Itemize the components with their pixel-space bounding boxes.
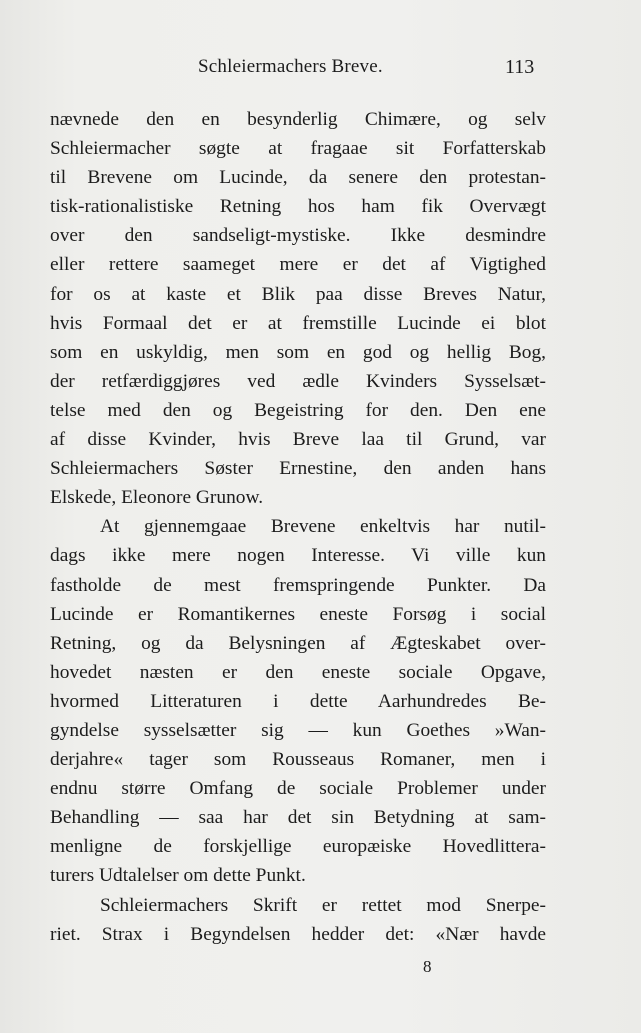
text-line: telse med den og Begeistring for den. Den ene: [50, 399, 546, 421]
text-line: Lucinde er Romantikernes eneste Forsøg i social: [50, 603, 546, 625]
paragraph-end-line: turers Udtalelser om dette Punkt.: [50, 865, 306, 887]
text-line: til Brevene om Lucinde, da senere den protestan-: [50, 167, 546, 189]
paragraph-start-line: At gjennemgaae Brevene enkeltvis har nutil-: [100, 516, 546, 538]
text-line: af disse Kvinder, hvis Breve laa til Grund, var: [50, 429, 546, 451]
signature-mark: 8: [423, 957, 432, 976]
page-header: [0, 56, 641, 80]
text-line: gyndelse sysselsætter sig — kun Goethes »Wan-: [50, 719, 546, 741]
text-line: for os at kaste et Blik paa disse Breves Natur,: [50, 283, 546, 305]
text-line: Schleiermachers Søster Ernestine, den anden hans: [50, 458, 546, 480]
body-text: [50, 105, 546, 949]
text-line: Behandling — saa har det sin Betydning at sam-: [50, 807, 546, 829]
text-line: derjahre« tager som Rousseaus Romaner, men i: [50, 749, 546, 771]
paragraph-start-line: Schleiermachers Skrift er rettet mod Snerpe-: [100, 894, 546, 916]
text-line: hvormed Litteraturen i dette Aarhundredes Be-: [50, 690, 546, 712]
text-line: over den sandseligt-mystiske. Ikke desmindre: [50, 225, 546, 247]
text-line: menligne de forskjellige europæiske Hovedlittera-: [50, 836, 546, 858]
text-line: dags ikke mere nogen Interesse. Vi ville kun: [50, 545, 546, 567]
text-line: endnu større Omfang de sociale Problemer under: [50, 778, 546, 800]
text-line: eller rettere saameget mere er det af Vigtighed: [50, 254, 546, 276]
text-line: der retfærdiggjøres ved ædle Kvinders Sysselsæt-: [50, 370, 546, 392]
text-line: hvis Formaal det er at fremstille Lucinde ei blot: [50, 312, 546, 334]
paragraph-end-line: Elskede, Eleonore Grunow.: [50, 487, 264, 509]
text-line: hovedet næsten er den eneste sociale Opgave,: [50, 661, 546, 683]
running-title: Schleiermachers Breve.: [198, 56, 383, 77]
text-line: tisk-rationalistiske Retning hos ham fik Overvægt: [50, 196, 546, 218]
text-line: Schleiermacher søgte at fragaae sit Forfatterskab: [50, 138, 546, 160]
text-line: riet. Strax i Begyndelsen hedder det: «Nær havde: [50, 923, 546, 945]
text-line: fastholde de mest fremspringende Punkter. Da: [50, 574, 546, 596]
text-line: Retning, og da Belysningen af Ægteskabet over-: [50, 632, 546, 654]
page-number: 113: [505, 56, 535, 78]
text-line: nævnede den en besynderlig Chimære, og selv: [50, 109, 546, 130]
text-line: som en uskyldig, men som en god og hellig Bog,: [50, 341, 546, 363]
